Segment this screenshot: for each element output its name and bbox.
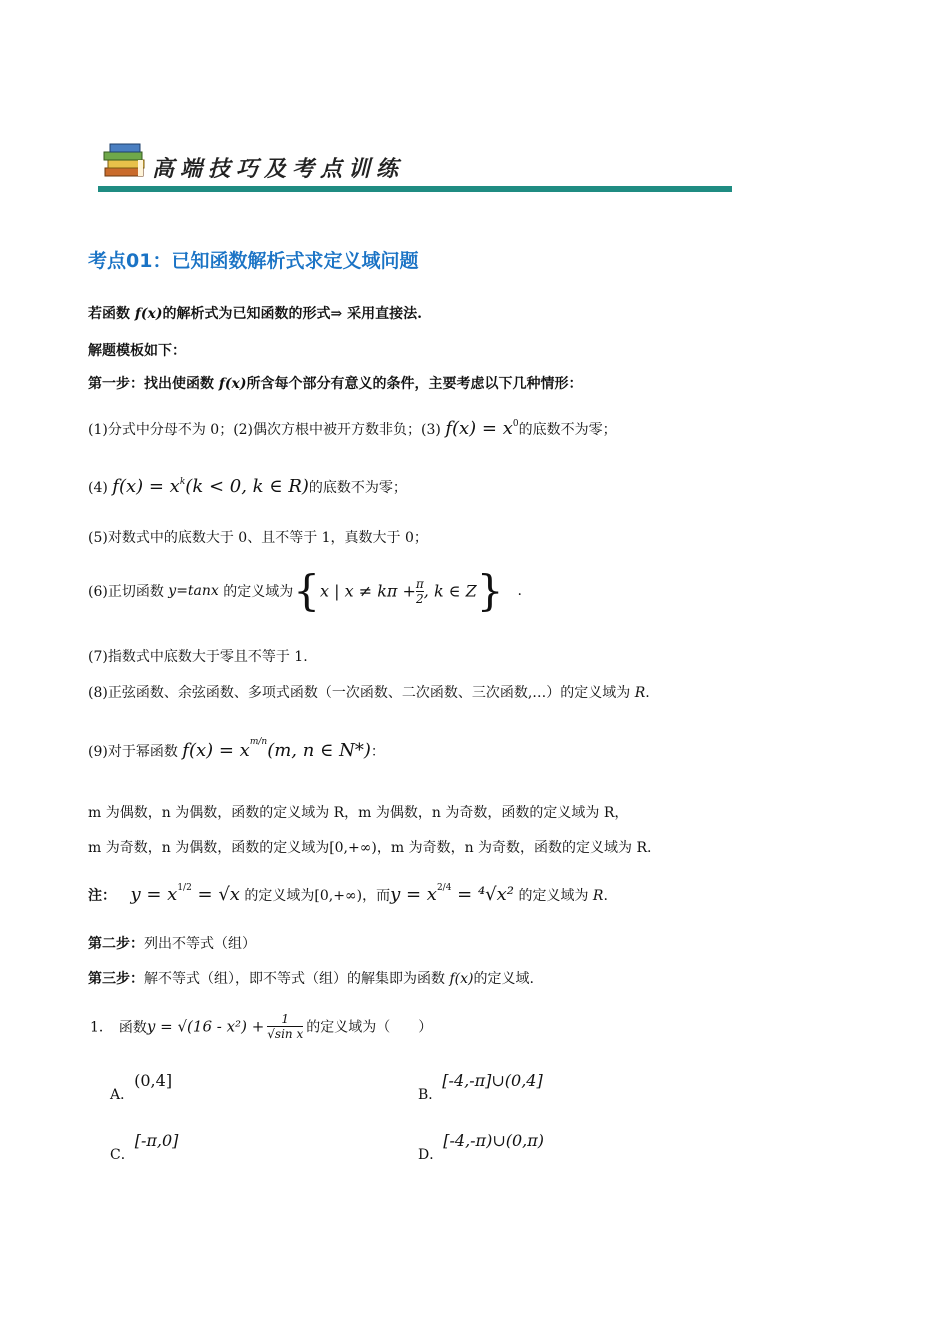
note-label: 注：: [88, 888, 116, 904]
rule-5: (5)对数式中的底数大于 0、且不等于 1，真数大于 0；: [88, 530, 428, 546]
option-letter: D．: [418, 1147, 444, 1163]
step-text: 列出不等式（组）: [144, 936, 256, 952]
rule-text: (6)正切函数: [88, 584, 169, 600]
rule-tail: ：: [370, 744, 385, 760]
book-stack-icon: [102, 140, 148, 180]
formula-sup: k: [179, 477, 186, 487]
option-value: (0,4]: [134, 1071, 173, 1090]
question-number: 1．: [90, 1019, 113, 1036]
tan-function: y=tanx: [168, 583, 219, 599]
banner-title: 高端技巧及考点训练: [152, 157, 405, 182]
formula: y = x: [390, 884, 437, 905]
rule-text: (9)对于幂函数: [88, 744, 183, 760]
section-title: 考点01：已知函数解析式求定义域问题: [88, 250, 419, 272]
option-b[interactable]: [418, 1071, 543, 1104]
formula-sup: m/n: [249, 737, 268, 747]
banner: [98, 132, 738, 194]
intro-line-1: [88, 303, 422, 323]
question-text: 函数: [118, 1019, 147, 1036]
option-c[interactable]: [110, 1131, 179, 1164]
set-expr: , k ∈ Z: [423, 581, 477, 601]
intro-text: 采用直接法.: [342, 306, 422, 322]
fx-symbol: f(x): [449, 971, 474, 987]
formula: = ⁴√x²: [451, 884, 514, 905]
frac-den: 2: [416, 591, 424, 606]
formula-sup: 0: [512, 419, 519, 429]
question-stem: [90, 1012, 432, 1056]
formula: y = x: [130, 884, 178, 905]
step-two: [88, 933, 256, 953]
intro-text: 的解析式为已知函数的形式: [162, 306, 331, 322]
formula: (k < 0, k ∈ R): [185, 476, 309, 497]
rule-8: [88, 682, 650, 702]
note: [88, 884, 608, 905]
case-line-2: m 为奇数，n 为偶数，函数的定义域为[0,+∞)，m 为奇数，n 为奇数，函数的定义域为 R.: [88, 840, 652, 856]
rule-text: (8)正弦函数、余弦函数、多项式函数（一次函数、二次函数、三次函数,…）的定义域为: [88, 685, 635, 701]
option-letter: B．: [418, 1087, 443, 1103]
rule-tail: 的底数不为零；: [308, 480, 407, 496]
period: .: [517, 583, 522, 599]
rule-4: [88, 476, 407, 497]
option-value: [-4,-π]∪(0,4]: [442, 1071, 543, 1090]
rule-6: [88, 566, 522, 620]
formula: = √x: [191, 884, 240, 905]
rule-tail: 的底数不为零；: [518, 422, 617, 438]
rule-label: (4): [88, 480, 113, 496]
option-letter: A．: [110, 1087, 135, 1103]
banner-divider: [98, 186, 732, 192]
step-one: [88, 373, 583, 393]
option-letter: C．: [110, 1147, 135, 1163]
rule-1-3: [88, 418, 617, 439]
frac-num: 1: [281, 1012, 290, 1026]
case-line-1: m 为偶数，n 为偶数，函数的定义域为 R，m 为偶数，n 为奇数，函数的定义域为 R，: [88, 805, 629, 821]
step-one-text: 所含每个部分有意义的条件，主要考虑以下几种情形：: [246, 376, 583, 392]
period: .: [603, 888, 608, 904]
rule-text: 的定义域为: [218, 584, 294, 600]
set-R: R: [634, 685, 646, 701]
right-brace: }: [476, 566, 504, 615]
note-text: 的定义域为[0,+∞)，而: [239, 888, 391, 904]
set-R: R: [592, 888, 604, 904]
fx-symbol: f(x): [134, 306, 163, 322]
formula-sup: 1/2: [177, 883, 192, 893]
note-text: 的定义域为: [514, 888, 593, 904]
period: .: [645, 685, 650, 701]
step-label: 第三步：: [88, 971, 144, 987]
step-three: [88, 968, 534, 988]
formula: y = √(16 - x²) +: [146, 1017, 265, 1036]
formula: f(x) = x: [445, 418, 513, 439]
formula: f(x) = x: [112, 476, 180, 497]
rule-7: (7)指数式中底数大于零且不等于 1.: [88, 649, 308, 665]
left-brace: {: [293, 566, 320, 615]
frac-num: π: [415, 576, 424, 591]
formula: f(x) = x: [182, 740, 250, 761]
step-one-text: 第一步：找出使函数: [88, 376, 219, 392]
step-text: 的定义域.: [473, 971, 534, 987]
rule-text: (1)分式中分母不为 0；(2)偶次方根中被开方数非负；(3): [88, 422, 446, 438]
implies-symbol: ⇒: [330, 306, 343, 322]
option-d[interactable]: [418, 1131, 544, 1164]
frac-den: √sin x: [267, 1027, 304, 1041]
option-value: [-π,0]: [134, 1131, 179, 1150]
formula-sup: 2/4: [436, 883, 452, 893]
option-a[interactable]: [110, 1071, 173, 1104]
reciprocal-fraction: [267, 1012, 303, 1041]
formula: (m, n ∈ N*): [267, 740, 371, 761]
fx-symbol: f(x): [218, 376, 247, 392]
set-expr: x | x ≠ kπ +: [320, 581, 416, 601]
pi-over-2: [416, 577, 424, 606]
step-label: 第二步：: [88, 936, 144, 952]
rule-9: [88, 737, 385, 761]
intro-line-2: 解题模板如下：: [88, 343, 186, 359]
step-text: 解不等式（组），即不等式（组）的解集即为函数: [144, 971, 450, 987]
option-value: [-4,-π)∪(0,π): [443, 1131, 544, 1150]
intro-text: 若函数: [88, 306, 135, 322]
question-text: 的定义域为（ ）: [306, 1019, 433, 1036]
